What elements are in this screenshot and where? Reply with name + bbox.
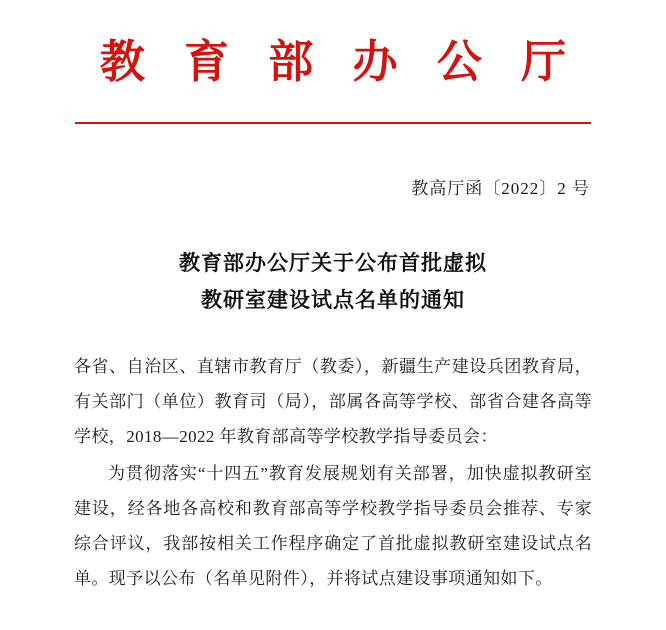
page-title-line-2: 教研室建设试点名单的通知: [201, 288, 465, 312]
body-paragraph-intro: 为贯彻落实“十四五”教育发展规划有关部署，加快虚拟教研室建设，经各地各高校和教育部高等学校教学指导委员会推荐、专家综合评议，我部按相关工作程序确定了首批虚拟教研室建设试点名单。现予以公布（名单见附件），并将试点建设事项通知如下。: [74, 463, 592, 588]
document-body: [74, 349, 592, 596]
masthead-title: 教 育 部 办 公 厅: [99, 37, 581, 87]
masthead-divider: [75, 122, 591, 124]
masthead: [0, 0, 666, 90]
document-number-row: [0, 174, 666, 199]
page-title: [0, 245, 666, 319]
body-paragraph-addressees: 各省、自治区、直辖市教育厅（教委），新疆生产建设兵团教育局，有关部门（单位）教育司（局），部属各高等学校、部省合建各高等学校，2018—2022 年教育部高等学校教学指导委员会：: [74, 356, 592, 446]
document-number: 教高厅函〔2022〕2 号: [411, 179, 590, 199]
page-title-line-1: 教育部办公厅关于公布首批虚拟: [179, 251, 487, 276]
